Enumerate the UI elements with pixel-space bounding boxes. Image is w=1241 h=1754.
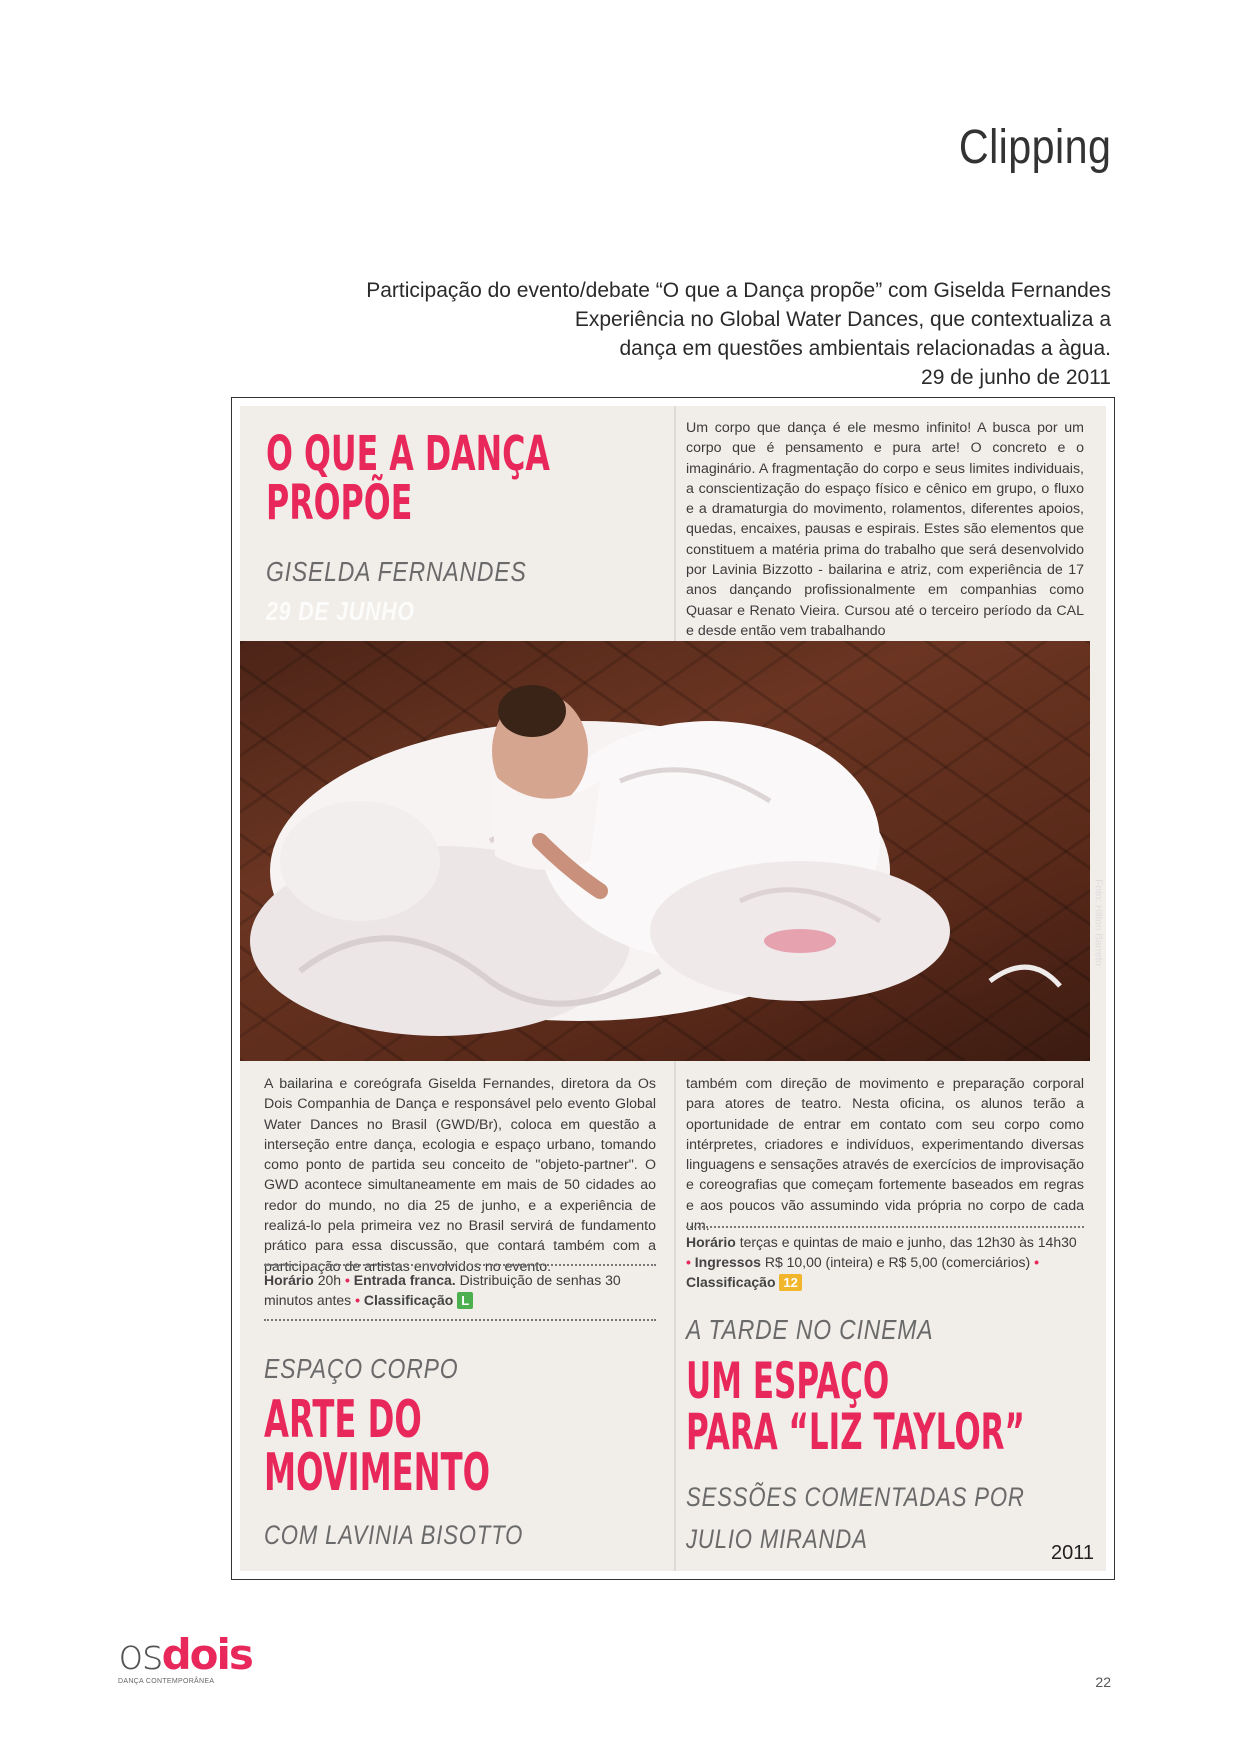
right-headline-line: PARA “LIZ TAYLOR” [686, 1403, 1025, 1461]
schedule-value: terças e quintas de maio e junho, das 12h30 às 14h30 [739, 1234, 1077, 1250]
main-headline-line: O QUE A DANÇA [266, 426, 550, 482]
schedule-label: Horário [264, 1272, 314, 1288]
tickets-value: R$ 10,00 (inteira) e R$ 5,00 (comerciários) [764, 1254, 1031, 1270]
right-event-info [686, 1232, 1084, 1292]
main-headline-line: PROPÕE [266, 474, 413, 531]
left-subtitle: COM LAVINIA BISOTTO [264, 1520, 524, 1550]
newspaper-clipping [231, 397, 1115, 1580]
schedule-value: 20h [317, 1272, 342, 1288]
company-logo [118, 1630, 252, 1685]
caption-line: Participação do evento/debate “O que a Dança propõe” com Giselda Fernandes [366, 279, 1111, 302]
main-subtitle: GISELDA FERNANDES [266, 556, 527, 587]
left-headline-line: MOVIMENTO [264, 1443, 491, 1504]
divider [264, 1319, 656, 1321]
logo-tagline: DANÇA CONTEMPORÂNEA [118, 1678, 215, 1685]
main-date: 29 DE JUNHO [266, 596, 415, 626]
photo-credit: Foto: Hilton Barreto [1093, 879, 1104, 966]
divider [686, 1226, 1084, 1228]
rating-label: Classificação [363, 1292, 454, 1308]
rating-badge: L [457, 1292, 473, 1309]
logo-wordmark [118, 1630, 252, 1679]
dancer-illustration [240, 641, 1090, 1061]
left-headline [264, 1390, 491, 1504]
bullet-icon: • [355, 1292, 360, 1308]
intro-column-text: Um corpo que dança é ele mesmo infinito! A busca por um corpo que é pensamento e pura arte! O concreto e o imaginário. A fragmentação do corpo e seus limites individuais, a conscientização do espaço físico e cênico em grupo, o fluxo e a dramaturgia do movimento, rolamentos, diferentes apoios, quedas, encaixes, pausas e espirais. Estes são elementos que constituem a matéria prima do trabalho que será desenvolvido por Lavinia Bizzotto - bailarina e atriz, com experiência de 17 anos dançando profissionalmente em companhias como Quasar e Renato Vieira. Cursou até o terceiro período da CAL e desde então vem trabalhando [686, 420, 1084, 639]
right-subtitle-line: JULIO MIRANDA [686, 1524, 868, 1554]
caption-line: Experiência no Global Water Dances, que contextualiza a [574, 308, 1111, 331]
bullet-icon: • [344, 1272, 350, 1288]
bullet-icon: • [1034, 1254, 1039, 1270]
left-kicker: ESPAÇO CORPO [264, 1353, 459, 1384]
right-subtitle-line: SESSÕES COMENTADAS POR [686, 1482, 1025, 1512]
entry-label: Entrada franca. [353, 1272, 456, 1288]
right-headline-line: UM ESPAÇO [686, 1352, 890, 1410]
caption-date: 29 de junho de 2011 [921, 366, 1111, 389]
left-event-info [264, 1270, 656, 1310]
logo-dois: dois [161, 1630, 252, 1679]
rating-badge: 12 [779, 1274, 801, 1291]
right-article-text: também com direção de movimento e preparação corporal para atores de teatro. Nesta oficina, os alunos terão a oportunidade de entrar em contato com seu corpo como intérpretes, criadores e indivíduos, experimentando diversas linguagens e sensações através de exercícios de improvisação e coreografias que começam fortemente baseados em regras e aos poucos vão assumindo vida própria no corpo de cada um. [686, 1076, 1084, 1235]
section-title: Clipping [958, 121, 1111, 174]
logo-os: os [118, 1630, 162, 1679]
dancer-photo [240, 641, 1090, 1061]
clipping-year: 2011 [1050, 1542, 1094, 1564]
page-number: 22 [1095, 1674, 1111, 1690]
rating-label: Classificação [686, 1274, 776, 1290]
schedule-label: Horário [686, 1234, 736, 1250]
distribution-note: Distribuição de senhas 30 minutos antes [264, 1272, 621, 1308]
bullet-icon: • [686, 1254, 691, 1270]
right-headline [686, 1352, 1025, 1461]
right-kicker: A TARDE NO CINEMA [686, 1314, 934, 1345]
clipping-paper [240, 406, 1106, 1571]
left-article-text: A bailarina e coreógrafa Giselda Fernandes, diretora da Os Dois Companhia de Dança e responsável pelo evento Global Water Dances no Brasil (GWD/Br), coloca em questão a interseção entre dança, ecologia e espaço urbano, tomando como ponto de partida seu conceito de "objeto-partner". O GWD acontece simultaneamente em mais de 50 cidades ao redor do mundo, no dia 25 de junho, e a experiência de realizá-lo pela primeira vez no Brasil servirá de fundamento prático para essa discussão, que contará também com a participação de artistas envolvidos no evento. [264, 1076, 656, 1275]
clipping-caption [211, 276, 1111, 392]
divider [264, 1264, 656, 1266]
left-headline-line: ARTE DO [264, 1390, 422, 1450]
main-headline [266, 426, 550, 531]
caption-line: dança em questões ambientais relacionadas a àgua. [619, 337, 1111, 360]
tickets-label: Ingressos [694, 1254, 761, 1270]
right-subtitle [686, 1476, 1025, 1560]
